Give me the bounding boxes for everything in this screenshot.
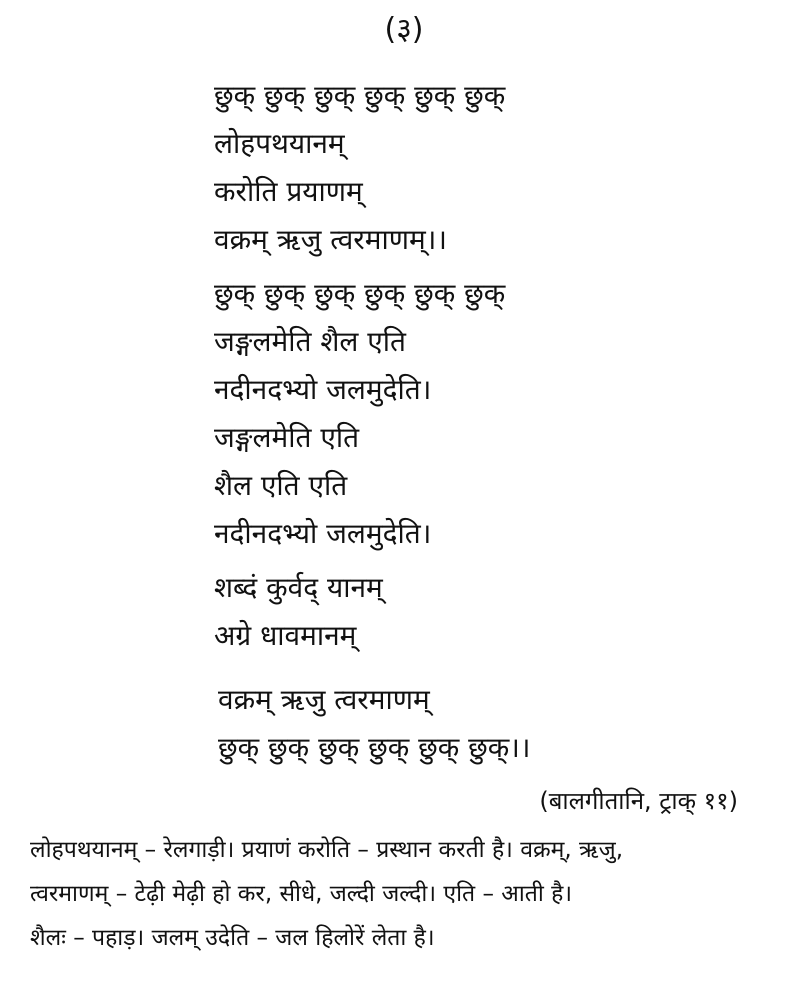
poem-line: छुक् छुक् छुक् छुक् छुक् छुक् (214, 79, 506, 112)
poem-line: लोहपथयानम् (214, 127, 345, 160)
poem-line: अग्रे धावमानम् (214, 619, 357, 652)
poem-line: करोति प्रयाणम् (214, 175, 363, 208)
poem-line: नदीनदभ्यो जलमुदेति। (214, 517, 432, 550)
poem-line: नदीनदभ्यो जलमुदेति। (214, 373, 432, 406)
page-number-heading: (३) (384, 12, 424, 47)
poem-line: शैल एति एति (214, 469, 348, 502)
glossary-line: त्वरमाणम् – टेढ़ी मेढ़ी हो कर, सीधे, जल्दी जल्दी। एति – आती है। (30, 881, 573, 907)
poem-line: वक्रम् ऋजु त्वरमाणम् (218, 683, 430, 716)
glossary-line: शैलः – पहाड़। जलम् उदेति – जल हिलोरें लेता है। (30, 925, 435, 951)
poem-line: जङ्गलमेति एति (214, 421, 360, 454)
glossary-line: लोहपथयानम् – रेलगाड़ी। प्रयाणं करोति – प्रस्थान करती है। वक्रम्, ऋजु, (30, 837, 624, 863)
poem-line: जङ्गलमेति शैल एति (214, 325, 406, 358)
poem-line: वक्रम् ऋजु त्वरमाणम्।। (214, 223, 447, 256)
poem-line: छुक् छुक् छुक् छुक् छुक् छुक् (214, 277, 506, 310)
poem-line: शब्दं कुर्वद् यानम् (214, 571, 383, 604)
poem-line: छुक् छुक् छुक् छुक् छुक् छुक्।। (218, 731, 531, 764)
glossary (30, 828, 782, 960)
source-citation: (बालगीतानि, ट्राक् ११) (539, 787, 738, 815)
